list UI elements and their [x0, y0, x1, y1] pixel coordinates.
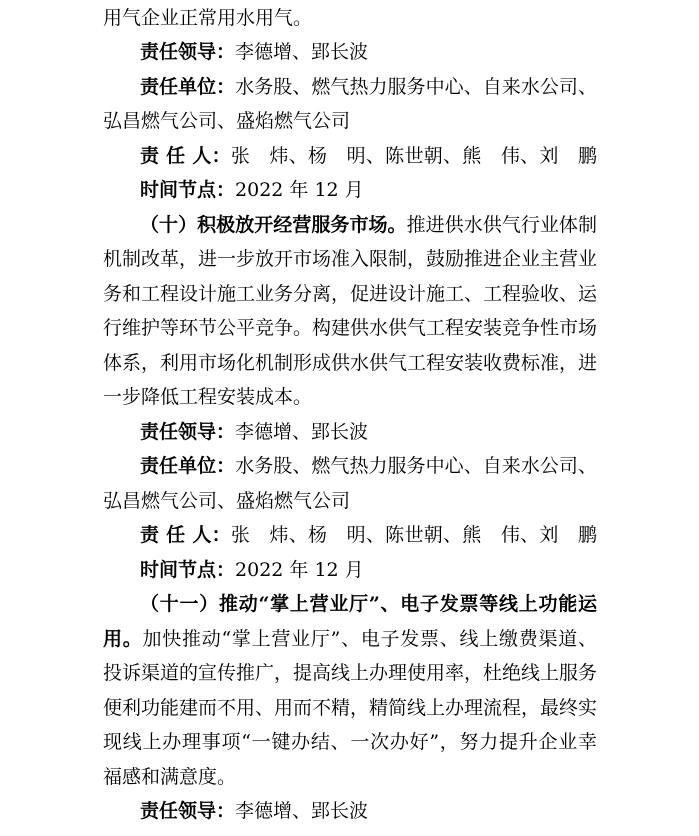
responsible-unit-line [140, 447, 597, 485]
text-line: 用气企业正常用水用气。 [103, 7, 313, 29]
time-node-line [140, 171, 597, 209]
responsible-leader-line [140, 792, 597, 830]
section-heading-line [140, 206, 597, 244]
section-heading: （十一）推动“掌上营业厅”、电子发票等线上功能运 [140, 593, 597, 615]
responsible-unit-line [140, 68, 597, 106]
responsible-person-line [140, 137, 597, 175]
field-value: 张 炜、杨 明、陈世朝、熊 伟、刘 鹏 [230, 524, 597, 546]
field-value: 水务股、燃气热力服务中心、自来水公司、 [235, 455, 597, 477]
field-label: 责 任 人： [140, 524, 231, 546]
field-label: 责任领导： [140, 41, 236, 63]
field-label: 责任单位： [140, 76, 236, 98]
section-heading-line [103, 620, 597, 658]
section-heading: （十）积极放开经营服务市场。 [140, 214, 407, 236]
paragraph-line: 务和工程设计施工业务分离，促进设计施工、工程验收、运 [103, 283, 597, 305]
time-node-line [140, 551, 597, 589]
paragraph-line: 便利功能建而不用、用而不精，精简线上办理流程，最终实 [103, 697, 597, 719]
field-label: 时间节点： [140, 179, 236, 201]
paragraph-line: 行维护等环节公平竞争。构建供水供气工程安装竞争性市场 [103, 317, 597, 339]
field-value: 水务股、燃气热力服务中心、自来水公司、 [235, 76, 597, 98]
field-value: 李德增、郢长波 [235, 421, 369, 443]
text-line: 弘昌燃气公司、盛焰燃气公司 [103, 110, 351, 132]
paragraph-text: 推进供水供气行业体制 [406, 214, 597, 236]
responsible-leader-line [140, 33, 597, 71]
section-heading: 用。 [103, 628, 143, 650]
field-label: 责 任 人： [140, 145, 231, 167]
field-label: 责任领导： [140, 800, 236, 822]
field-value: 张 炜、杨 明、陈世朝、熊 伟、刘 鹏 [230, 145, 597, 167]
paragraph-line: 一步降低工程安装成本。 [103, 386, 313, 408]
field-value: 李德增、郢长波 [235, 800, 369, 822]
paragraph-line: 机制改革，进一步放开市场准入限制，鼓励推进企业主营业 [103, 248, 597, 270]
field-value: 2022 年 12 月 [235, 559, 364, 581]
paragraph-line: 投诉渠道的宣传推广，提高线上办理使用率，杜绝线上服务 [103, 662, 597, 684]
paragraph-line: 现线上办理事项“一键办结、一次办好”，努力提升企业幸 [103, 731, 597, 753]
text-line: 弘昌燃气公司、盛焰燃气公司 [103, 490, 351, 512]
paragraph-line: 福感和满意度。 [103, 766, 237, 788]
paragraph-text: 加快推动“掌上营业厅”、电子发票、线上缴费渠道、 [142, 628, 597, 650]
field-value: 李德增、郢长波 [235, 41, 369, 63]
paragraph-line: 体系，利用市场化机制形成供水供气工程安装收费标准，进 [103, 352, 597, 374]
field-label: 责任单位： [140, 455, 236, 477]
field-label: 责任领导： [140, 421, 236, 443]
field-label: 时间节点： [140, 559, 236, 581]
responsible-leader-line [140, 413, 597, 451]
field-value: 2022 年 12 月 [235, 179, 364, 201]
responsible-person-line [140, 516, 597, 554]
